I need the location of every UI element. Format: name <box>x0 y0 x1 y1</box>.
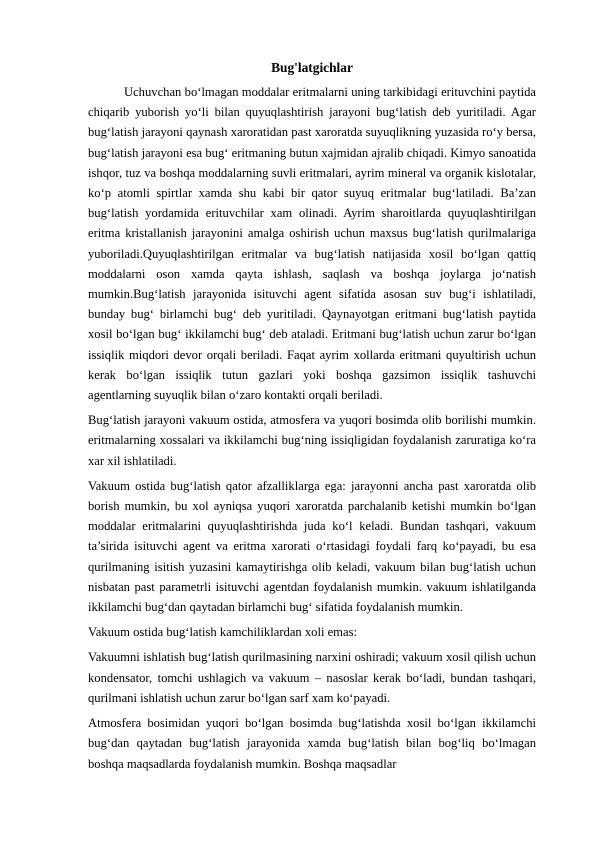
paragraph-vacuum-advantages: Vakuum ostida bug‘latish qator afzalliklarga ega: jarayonni ancha past xaroratda olib borish mumkin, bu xol ayniqsa yuqori xaroratda parchalanib ketishi mumkin bo‘lgan moddalar eritmalarini quyuqlashtirishda juda ko‘l keladi. Bundan tashqari, vakuum ta’sirida isituvchi agent va eritma xarorati o‘rtasidagi foydali farq ko‘payadi, bu esa qurilmaning isitish yuzasini kamaytirishga olib keladi, vakuum bilan bug‘latish uchun nisbatan past parametrli isituvchi agentdan foydalanish mumkin. vakuum ishlatilganda ikkilamchi bug‘dan qaytadan birlamchi bug‘ sifatida foydalanish mumkin. <box>88 478 536 615</box>
paragraph-vacuum-drawbacks-heading: Vakuum ostida bug‘latish kamchiliklardan xoli emas: <box>88 625 357 640</box>
paragraph-high-pressure: Atmosfera bosimidan yuqori bo‘lgan bosimda bug‘latishda xosil bo‘lgan ikkilamchi bug‘dan qaytadan bug‘latish jarayonida xamda bug‘latish bilan bog‘liq bo‘lmagan boshqa maqsadlarda foydalanish mumkin. Boshqa maqsadlar <box>88 716 536 771</box>
document-page <box>88 58 536 779</box>
paragraph-intro: Uchuvchan bo‘lmagan moddalar eritmalarni uning tarkibidagi erituvchini paytida chiqarib yuborish yo‘li bilan quyuqlashtirish jarayoni bug‘latish deb yuritiladi. Agar bug‘latish jarayoni qaynash xaroratidan past xaroratda suyuqlikning yuzasida ro‘y bersa, bug‘latish jarayoni esa bug‘ eritmaning butun xajmidan ajralib chiqadi. Kimyo sanoatida ishqor, tuz va boshqa moddalarning suvli eritmalari, ayrim mineral va organik kislotalar, ko‘p atomli spirtlar xamda shu kabi bir qator suyuq eritmalar bug‘latiladi. Ba’zan bug‘latish yordamida erituvchilar xam olinadi. Ayrim sharoitlarda quyuqlashtirilgan eritma kristallanish jarayonini amalga oshirish uchun maxsus bug‘latish qurilmalariga yuboriladi.Quyuqlashtirilgan eritmalar va bug‘latish natijasida xosil bo‘lgan qattiq moddalarni oson xamda qayta ishlash, saqlash va boshqa joylarga jo‘natish mumkin.Bug‘latish jarayonida isituvchi agent sifatida asosan suv bug‘i ishlatiladi, bunday bug‘ birlamchi bug‘ deb yuritiladi. Qaynayotgan eritmani bug‘latish paytida xosil bo‘lgan bug‘ ikkilamchi bug‘ deb ataladi. Eritmani bug‘latish uchun zarur bo‘lgan issiqlik miqdori devor orqali beriladi. Faqat ayrim xollarda eritmani quyultirish uchun kerak bo‘lgan issiqlik tutun gazlari yoki boshqa gazsimon issiqlik tashuvchi agentlarning suyuqlik bilan o‘zaro kontakti orqali beriladi. <box>88 85 536 403</box>
document-title: Bug'latgichlar <box>271 60 353 75</box>
paragraph-vacuum-drawbacks: Vakuumni ishlatish bug‘latish qurilmasining narxini oshiradi; vakuum xosil qilish uchun kondensator, tomchi ushlagich va vakuum – nasoslar kerak bo‘ladi, bundan tashqari, qurilmani ishlatish uchun zarur bo‘lgan sarf xam ko‘payadi. <box>88 650 536 705</box>
paragraph-pressure: Bug‘latish jarayoni vakuum ostida, atmosfera va yuqori bosimda olib borilishi mumkin. eritmalarning xossalari va ikkilamchi bug‘ning issiqligidan foydalanish zaruratiga ko‘ra xar xil ishlatiladi. <box>88 413 536 468</box>
